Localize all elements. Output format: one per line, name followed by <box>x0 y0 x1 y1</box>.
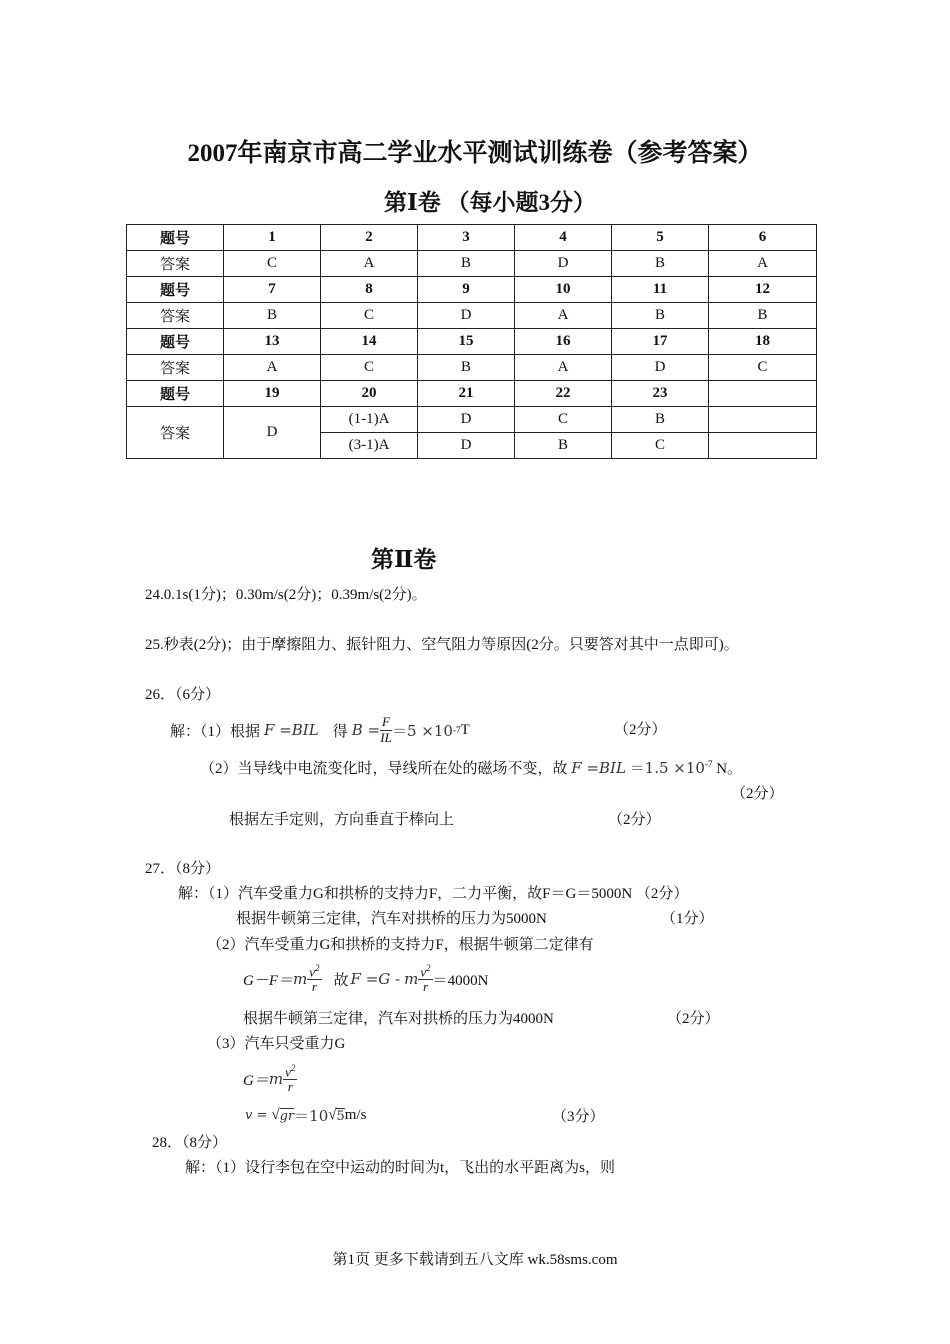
q26-l2-text: （2）当导线中电流变化时，导线所在处的磁场不变，故 <box>200 761 568 777</box>
answer-cell <box>709 407 817 433</box>
answer-cell: D <box>418 433 515 459</box>
q27-line4 <box>243 956 488 1002</box>
q27-line7 <box>243 1056 297 1102</box>
q24-answer: 24.0.1s(1分)；0.30m/s(2分)；0.39m/s(2分)。 <box>145 587 427 603</box>
question-number: 16 <box>515 329 612 355</box>
question-number: 9 <box>418 277 515 303</box>
question-number: 19 <box>224 381 321 407</box>
section2-heading: 第Ⅱ卷 <box>371 547 437 572</box>
q27-l8-radicand: gr <box>279 1108 295 1124</box>
q27-l4-frac-num <box>307 964 321 981</box>
q27-l4-fraction2 <box>418 964 432 995</box>
q27-l4-m: m <box>293 970 308 988</box>
q27-l7-lhs: G＝ <box>243 1072 269 1089</box>
q27-l8-radical-sign: √ <box>271 1107 280 1123</box>
question-number: 8 <box>321 277 418 303</box>
answer-cell <box>709 433 817 459</box>
answer-cell: B <box>612 303 709 329</box>
answer-cell: C <box>612 433 709 459</box>
question-number: 4 <box>515 225 612 251</box>
q27-l7-frac-den: r <box>287 1079 293 1095</box>
q27-l4-v2: v <box>420 963 427 979</box>
question-number: 11 <box>612 277 709 303</box>
row-label-answer: 答案 <box>127 355 224 381</box>
answer-cell: B <box>418 355 515 381</box>
q27-l4-frac2-den: r <box>422 979 429 995</box>
q25-answer: 25.秒表(2分)；由于摩擦阻力、振针阻力、空气阻力等原因(2分。只要答对其中一点即可)。 <box>145 637 739 653</box>
table-answer-row <box>127 251 817 277</box>
q26-l1-exp: -7 <box>452 725 461 735</box>
q26-l1-value: ＝5 ×10 <box>392 721 453 740</box>
question-number: 18 <box>709 329 817 355</box>
question-number: 15 <box>418 329 515 355</box>
question-number: 14 <box>321 329 418 355</box>
q27-l8-v: v = <box>245 1108 268 1123</box>
question-number: 1 <box>224 225 321 251</box>
q27-l4-v: v <box>309 963 316 979</box>
question-number: 22 <box>515 381 612 407</box>
q26-l3-score: （2分） <box>608 812 661 828</box>
q26-l1-score: （2分） <box>614 722 667 738</box>
page-footer: 第1页 更多下载请到五八文库 wk.58sms.com <box>332 1252 618 1268</box>
question-number: 20 <box>321 381 418 407</box>
q27-line3: （2）汽车受重力G和拱桥的支持力F，根据牛顿第二定律有 <box>207 937 594 953</box>
answer-cell: A <box>515 303 612 329</box>
q27-l8-radicand2: 5 <box>336 1108 345 1124</box>
answer-cell: D <box>224 407 321 459</box>
row-label-number: 题号 <box>127 329 224 355</box>
question-number: 10 <box>515 277 612 303</box>
answer-cell: B <box>224 303 321 329</box>
q27-line8 <box>245 1105 366 1126</box>
q27-l4-m2: m <box>404 970 419 988</box>
q26-l2-exp: -7 <box>704 759 713 769</box>
table-header-row <box>127 277 817 303</box>
row-label-number: 题号 <box>127 381 224 407</box>
q26-l2-value: ＝1.5 ×10 <box>629 759 705 777</box>
answer-cell: B <box>515 433 612 459</box>
row-label-number: 题号 <box>127 277 224 303</box>
table-header-row <box>127 225 817 251</box>
q27-l4-sq: 2 <box>315 962 320 973</box>
answer-cell: C <box>224 251 321 277</box>
q28-line1: 解：（1）设行李包在空中运动的时间为t，飞出的水平距离为s，则 <box>185 1160 616 1176</box>
q26-line2 <box>200 757 742 778</box>
q27-l4-frac-den: r <box>311 979 317 995</box>
q26-l1-mid: 得 <box>332 723 348 740</box>
answer-cell: A <box>709 251 817 277</box>
answer-cell: B <box>709 303 817 329</box>
question-number: 21 <box>418 381 515 407</box>
answer-cell: D <box>418 407 515 433</box>
q26-l1-unit: T <box>460 721 470 738</box>
q26-l2-score: （2分） <box>731 786 784 802</box>
q27-l4-sq2: 2 <box>426 962 431 973</box>
answer-cell: C <box>709 355 817 381</box>
q27-l4-frac2-num <box>418 964 432 981</box>
q27-l7-fraction <box>283 1064 297 1095</box>
q27-l4-result: ＝4000N <box>432 972 489 989</box>
row-label-answer: 答案 <box>127 407 224 459</box>
answer-cell: (3-1)A <box>321 433 418 459</box>
page-title: 2007年南京市高二学业水平测试训练卷（参考答案） <box>187 140 763 167</box>
q27-line2: 根据牛顿第三定律，汽车对拱桥的压力为5000N <box>236 911 547 927</box>
question-number <box>709 381 817 407</box>
answer-cell: C <box>321 303 418 329</box>
q27-l4-lhs: G－F＝ <box>243 972 293 989</box>
q27-head: 27．（8分） <box>145 861 221 877</box>
q26-frac-den: IL <box>380 729 392 745</box>
q27-l2-score: （1分） <box>661 911 714 927</box>
q27-line1: 解：（1）汽车受重力G和拱桥的支持力F，二力平衡，故F＝G＝5000N （2分） <box>178 886 689 902</box>
answer-cell: B <box>612 407 709 433</box>
section1-heading: 第Ⅰ卷 （每小题3分） <box>383 190 596 215</box>
q27-l4-gu: 故 <box>333 972 349 989</box>
q27-l7-sq: 2 <box>290 1062 296 1073</box>
q27-l8-value: ＝10 <box>294 1107 329 1125</box>
q26-l2-unit: N。 <box>716 761 743 777</box>
q27-l5-score: （2分） <box>667 1011 720 1027</box>
q26-fraction <box>380 715 392 745</box>
answer-cell: A <box>224 355 321 381</box>
row-label-number: 题号 <box>127 225 224 251</box>
question-number: 5 <box>612 225 709 251</box>
answer-cell: B <box>612 251 709 277</box>
answer-cell: D <box>612 355 709 381</box>
question-number: 6 <box>709 225 817 251</box>
table-header-row <box>127 381 817 407</box>
answer-cell: A <box>321 251 418 277</box>
q26-frac-num: F <box>382 714 390 730</box>
answer-cell: D <box>515 251 612 277</box>
answer-cell: C <box>321 355 418 381</box>
q27-l4-formula: F =G - <box>350 970 401 988</box>
table-answer-row <box>127 303 817 329</box>
q26-l1-text: 解：（1）根据 <box>170 723 261 740</box>
question-number: 2 <box>321 225 418 251</box>
q27-l8-score: （3分） <box>552 1109 605 1125</box>
answer-cell: D <box>418 303 515 329</box>
question-number: 12 <box>709 277 817 303</box>
q26-line1 <box>170 708 470 752</box>
answer-cell: A <box>515 355 612 381</box>
answer-cell: (1-1)A <box>321 407 418 433</box>
q27-l7-frac-num <box>283 1064 297 1081</box>
q27-l7-v: v <box>285 1063 291 1079</box>
question-number: 7 <box>224 277 321 303</box>
q27-line5: 根据牛顿第三定律，汽车对拱桥的压力为4000N <box>243 1011 554 1027</box>
q26-head: 26．（6分） <box>145 687 221 703</box>
question-number: 17 <box>612 329 709 355</box>
q28-head: 28．（8分） <box>152 1135 228 1151</box>
answer-table <box>126 224 817 459</box>
table-answer-row <box>127 355 817 381</box>
row-label-answer: 答案 <box>127 251 224 277</box>
table-answer-row <box>127 407 817 433</box>
q27-l4-fraction <box>307 964 321 995</box>
q27-l7-m: m <box>268 1070 284 1088</box>
q27-l8-radical-sign2: √ <box>328 1107 337 1123</box>
q26-line3: 根据左手定则，方向垂直于棒向上 <box>229 812 455 828</box>
question-number: 23 <box>612 381 709 407</box>
question-number: 3 <box>418 225 515 251</box>
q26-formula-b: B = <box>351 721 381 739</box>
q26-l2-formula: F =BIL <box>571 759 626 777</box>
row-label-answer: 答案 <box>127 303 224 329</box>
question-number: 13 <box>224 329 321 355</box>
q26-formula-f: F =BIL <box>264 721 319 739</box>
answer-cell: B <box>418 251 515 277</box>
answer-cell: C <box>515 407 612 433</box>
q27-l8-unit: m/s <box>344 1107 367 1123</box>
table-header-row <box>127 329 817 355</box>
q27-line6: （3）汽车只受重力G <box>207 1036 346 1052</box>
